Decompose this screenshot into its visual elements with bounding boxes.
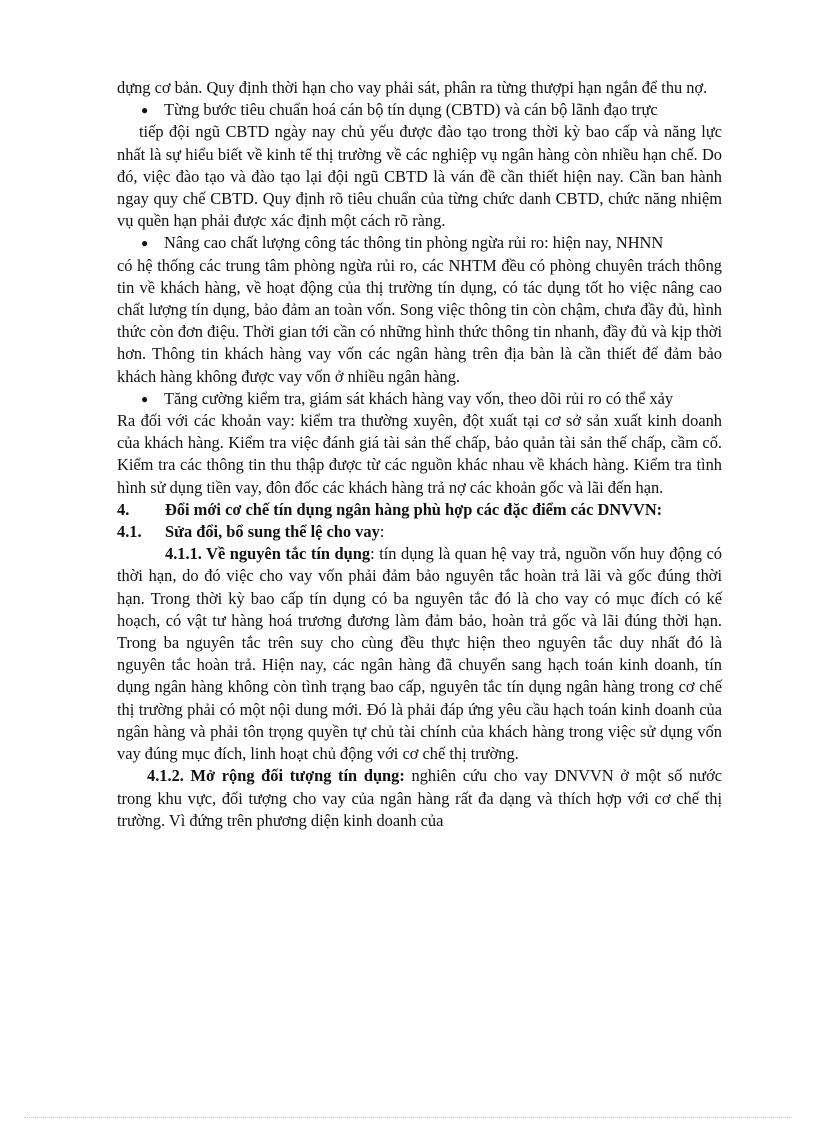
section-number: 4. — [117, 499, 130, 519]
bullet-icon: ● — [141, 391, 149, 406]
paragraph-1: dựng cơ bản. Quy định thời hạn cho vay phải sát, phân ra từng thượpi hạn ngắn để thu nợ. — [117, 78, 708, 97]
bullet-text-3: Tăng cường kiểm tra, giám sát khách hàng vay vốn, theo dõi rủi ro có thể xảy — [164, 388, 674, 408]
subsection-heading-4-1 — [117, 521, 722, 543]
paragraph-2: tiếp đội ngũ CBTD ngày nay chủ yếu được đào tạo trong thời kỳ bao cấp và năng lực nhất là sự hiểu biết về kinh tế thị trường về các nghiệp vụ ngân hàng còn nhiều hạn chế. Do đó, việc đào tạo và đào tạo lại đội ngũ CBTD là ván đề cần thiết hiện nay. Cần ban hành ngay quy chế CBTD. Quy định rõ tiêu chuẩn của từng chức danh CBTD, chức năng nhiệm vụ quền hạn phải được xác định một cách rõ ràng. — [117, 122, 722, 231]
paragraph-4-1-2-text: nghiên cứu cho vay DNVVN ở một số nước trong khu vực, đối tượng cho vay của ngân hàng rất đa dạng và thích hợp với cơ chế thị trường. Vì đứng trên phương diện kinh doanh của — [117, 766, 723, 830]
bullet-text-2: Nâng cao chất lượng công tác thông tin phòng ngừa rủi ro: hiện nay, NHNN — [164, 233, 664, 253]
paragraph-4-1-1-text: : tín dụng là quan hệ vay trả, nguồn vốn huy động có thời hạn, do đó việc cho vay vốn phải đảm bảo nguyên tắc hoàn trả lãi và gốc đúng thời hạn. Trong thời kỳ bao cấp tín dụng có ba nguyên tắc đó là cho vay có mục đích có kế hoạch, có vật tư hàng hoá trương đương làm đảm bảo, hoàn trả gốc và lãi đúng thời hạn. Trong ba nguyên tắc trên suy cho cùng đều thực hiện theo nguyên tắc duy nhất đó là nguyên tắc hoàn trả. Hiện nay, các ngân hàng đã chuyển sang hạch toán kinh doanh, tín dụng ngân hàng không còn tình trạng bao cấp, nguyên tắc tín dụng ngân hàng trong cơ chế thị trường phải có một nội dung mới. Đó là phải đáp ứng yêu cầu hạch toán kinh doanh của ngân hàng và phải tôn trọng quyền tự chủ tài chính của khách hàng trong việc sử dụng vốn vay đúng mục đích, linh hoạt chủ động với cơ chế thị trường. — [117, 544, 723, 764]
bullet-icon: ● — [141, 236, 149, 251]
subsection-number: 4.1. — [117, 522, 142, 542]
subsubsection-label-4-1-2: 4.1.2. Mở rộng đối tượng tín dụng: — [147, 766, 405, 786]
bullet-item-2 — [117, 232, 722, 254]
paragraph-4: Ra đối với các khoản vay: kiểm tra thường xuyên, đột xuất tại cơ sở sản xuất kinh doanh của khách hàng. Kiểm tra việc đánh giá tài sản thế chấp, bảo quản tài sản thế chấp, cầm cố. Kiểm tra các thông tin thu thập được từ các nguồn khác nhau về khách hàng. Kiểm tra tình hình sử dụng tiền vay, đôn đốc các khách hàng trả nợ các khoản gốc và lãi đến hạn. — [117, 411, 722, 497]
paragraph-4-1-2 — [117, 765, 722, 832]
paragraph-3: có hệ thống các trung tâm phòng ngừa rủi ro, các NHTM đều có phòng chuyên trách thông tin về khách hàng, về hoạt động của thị trường tín dụng, có tác dụng tốt ho việc nâng cao chất lượng tín dụng, bảo đảm an toàn vốn. Song việc thông tin còn chậm, chưa đầy đủ, hình thức còn đơn điệu. Thời gian tới cần có những hình thức thông tin nhanh, đầy đủ và kịp thời hơn. Thông tin khách hàng vay vốn các ngân hàng trên địa bàn là cần thiết để đảm bảo khách hàng không được vay vốn ở nhiều ngân hàng. — [117, 255, 722, 386]
paragraph-4-1-1 — [117, 543, 722, 765]
document-page — [117, 77, 722, 832]
section-heading-4 — [117, 499, 722, 521]
bullet-icon: ● — [141, 103, 149, 118]
bullet-item-1 — [117, 99, 722, 121]
bullet-text-1: Từng bước tiêu chuẩn hoá cán bộ tín dụng (CBTD) và cán bộ lãnh đạo trực — [164, 100, 658, 120]
bullet-item-3 — [117, 388, 722, 410]
section-title: Đổi mới cơ chế tín dụng ngân hàng phù hợp các đặc điểm các DNVVN: — [165, 499, 663, 519]
subsubsection-label-4-1-1: 4.1.1. Về nguyên tắc tín dụng — [165, 544, 371, 564]
subsection-colon: : — [379, 522, 385, 542]
page-bottom-divider — [24, 1117, 792, 1118]
subsection-title: Sửa đổi, bổ sung thể lệ cho vay — [165, 522, 380, 542]
